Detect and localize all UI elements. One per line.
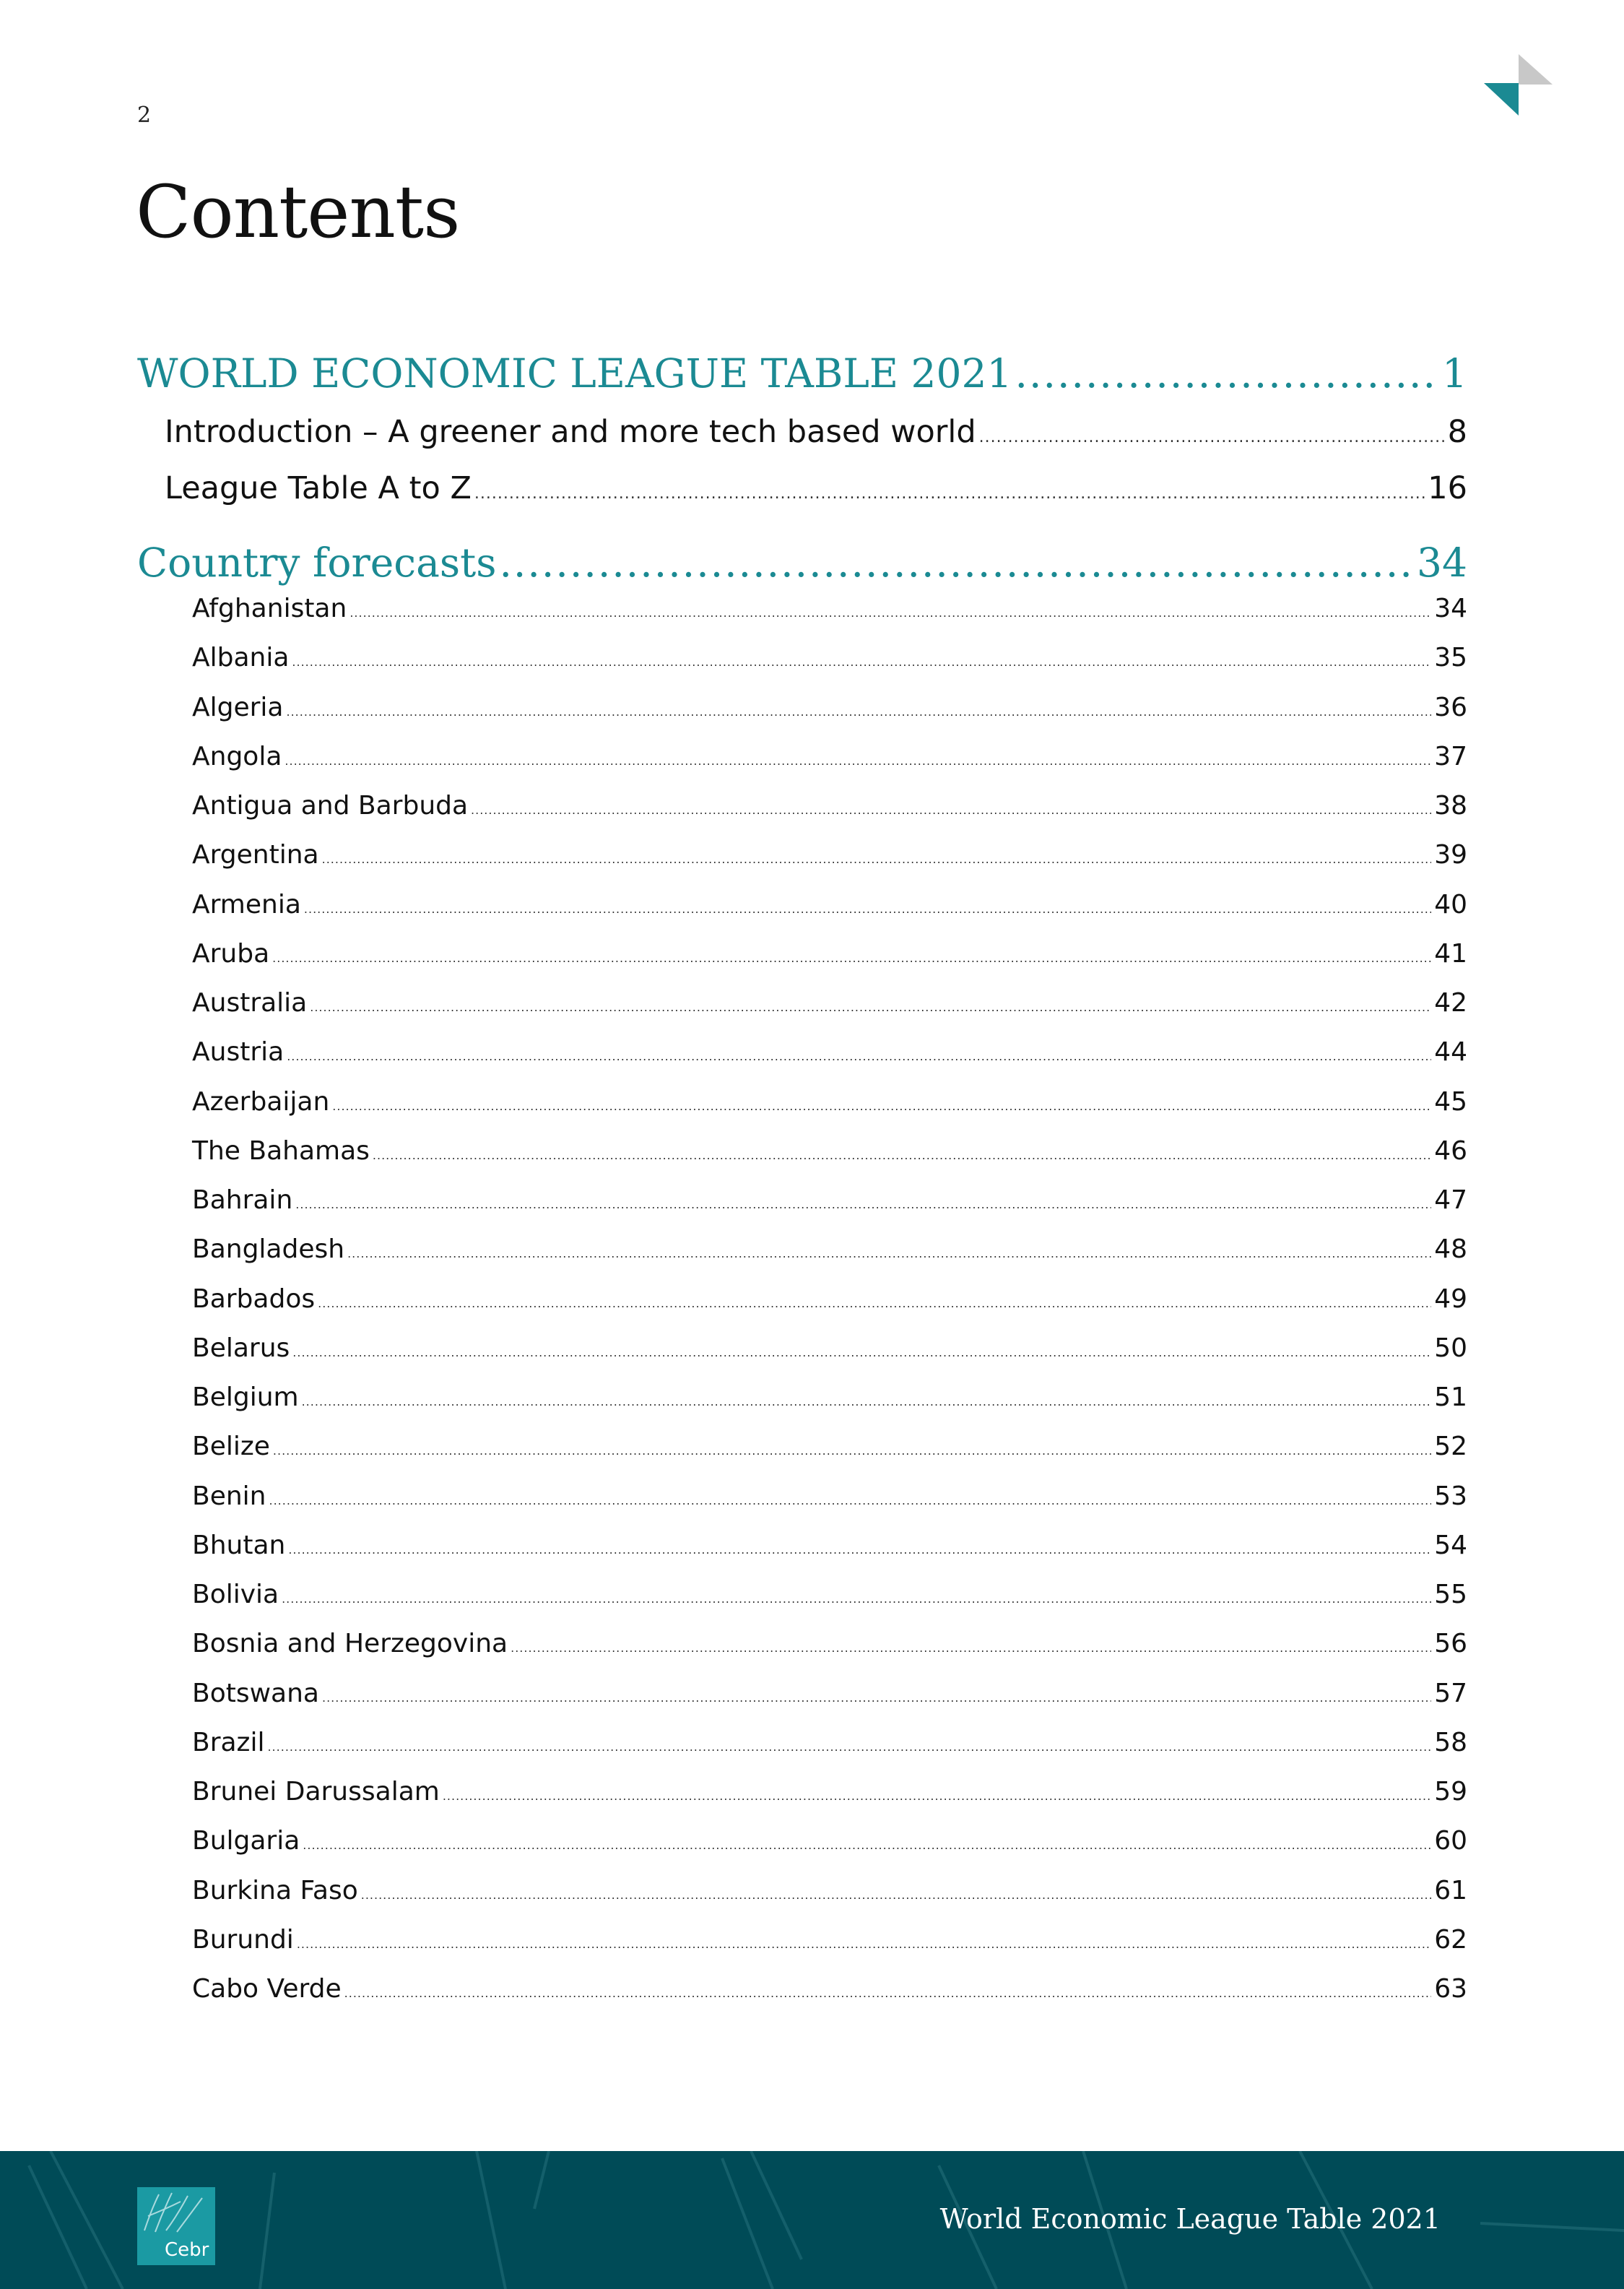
toc-entry-label: Introduction – A greener and more tech based world [165,414,976,450]
toc-entry-page: 42 [1434,988,1467,1018]
toc-entry-label: Brazil [192,1727,265,1757]
toc-entry-label: Country forecasts [137,540,497,586]
toc-entry[interactable] [192,594,1467,630]
toc-entry[interactable] [192,1333,1467,1369]
toc-entry-label: Barbados [192,1284,316,1314]
toc-entry-label: Albania [192,643,290,673]
toc-entry-label: Burkina Faso [192,1875,358,1905]
toc-entry-page: 46 [1434,1135,1467,1166]
toc-dot-leader [269,1494,1431,1507]
toc-entry[interactable] [192,1481,1467,1518]
toc-entry-label: Bosnia and Herzegovina [192,1629,508,1659]
toc-entry-label: League Table A to Z [165,470,472,506]
toc-dot-leader [471,803,1431,817]
toc-entry-label: Antigua and Barbuda [192,791,469,821]
toc-entry-page: 54 [1434,1530,1467,1560]
toc-entry-page: 41 [1434,938,1467,969]
toc-entry-page: 48 [1434,1234,1467,1265]
toc-entry[interactable] [137,540,1467,592]
toc-entry-page: 50 [1434,1333,1467,1363]
toc-dot-leader [285,754,1431,768]
toc-entry[interactable] [192,1087,1467,1123]
toc-dot-leader [443,1789,1431,1803]
toc-entry-label: Bulgaria [192,1826,300,1856]
toc-dot-leader [322,1691,1431,1705]
toc-entry-page: 53 [1434,1481,1467,1511]
toc-dot-leader [332,1099,1431,1113]
toc-entry-label: Aruba [192,938,270,969]
toc-dot-leader [292,655,1431,669]
footer [0,2151,1624,2289]
toc-entry-label: Belgium [192,1383,299,1412]
toc-dot-leader [267,1740,1431,1754]
toc-dot-leader [287,705,1432,719]
toc-entry-page: 63 [1434,1974,1467,2004]
footer-title: World Economic League Table 2021 [939,2203,1441,2235]
toc-entry-label: Benin [192,1481,266,1511]
toc-entry-label: Argentina [192,840,319,870]
toc-dot-leader [292,1346,1431,1359]
folded-corner-logo-icon [1484,54,1553,116]
toc-entry[interactable] [192,1777,1467,1813]
toc-entry-page: 55 [1434,1580,1467,1609]
toc-dot-leader [1015,350,1439,397]
toc-entry[interactable] [192,1876,1467,1912]
page-title: Contents [136,170,460,254]
toc-entry[interactable] [192,1037,1467,1073]
toc-dot-leader [499,540,1414,586]
toc-entry[interactable] [192,988,1467,1024]
toc-entry-page: 59 [1434,1777,1467,1806]
toc-entry-label: Botswana [192,1678,319,1708]
toc-entry[interactable] [165,470,1467,514]
toc-entry-label: Bahrain [192,1185,293,1215]
toc-dot-leader [304,902,1431,916]
toc-dot-leader [373,1148,1431,1162]
toc-entry-page: 60 [1434,1826,1467,1856]
toc-dot-leader [295,1198,1431,1211]
toc-dot-leader [322,852,1432,866]
toc-dot-leader [474,485,1425,503]
toc-entry-label: The Bahamas [192,1135,370,1166]
toc-dot-leader [302,1395,1432,1409]
toc-entry[interactable] [137,350,1467,402]
toc-entry[interactable] [192,1728,1467,1764]
toc-entry-label: Brunei Darussalam [192,1777,440,1806]
toc-entry[interactable] [165,414,1467,457]
toc-entry-page: 44 [1434,1037,1467,1068]
toc-entry-page: 39 [1434,840,1467,870]
toc-entry[interactable] [192,1925,1467,1961]
toc-entry-page: 36 [1434,692,1467,722]
toc-entry-page: 40 [1434,889,1467,920]
toc-entry-page: 45 [1434,1086,1467,1117]
toc-dot-leader [344,1986,1432,2000]
toc-entry-page: 57 [1434,1678,1467,1708]
toc-entry[interactable] [192,1531,1467,1567]
toc-entry[interactable] [192,1826,1467,1862]
toc-entry[interactable] [192,1432,1467,1468]
toc-entry-page: 37 [1434,741,1467,771]
toc-dot-leader [303,1838,1431,1852]
toc-entry-page: 16 [1428,470,1467,506]
toc-entry-label: Algeria [192,692,284,722]
toc-dot-leader [288,1543,1431,1557]
toc-entry-label: Belize [192,1432,270,1462]
toc-entry-label: Angola [192,741,282,771]
footer-logo-text: Cebr [165,2239,209,2261]
toc-entry[interactable] [192,1185,1467,1221]
toc-entry-page: 62 [1434,1924,1467,1955]
toc-entry-label: Bhutan [192,1530,286,1560]
toc-entry-page: 52 [1434,1432,1467,1462]
toc-entry-label: Bolivia [192,1580,279,1609]
page-number: 2 [137,103,152,128]
cebr-logo-icon [137,2187,215,2265]
toc-entry-page: 49 [1434,1284,1467,1314]
toc-entry[interactable] [192,1974,1467,2010]
toc-entry-page: 47 [1434,1185,1467,1215]
toc-entry-label: Afghanistan [192,594,347,623]
toc-entry-label: Armenia [192,889,301,920]
toc-entry-label: Cabo Verde [192,1974,342,2004]
toc-entry-page: 1 [1442,350,1467,397]
toc-entry-page: 35 [1434,643,1467,673]
toc-entry[interactable] [192,643,1467,679]
toc-dot-leader [282,1592,1431,1606]
toc-entry-page: 38 [1434,791,1467,821]
toc-dot-leader [347,1247,1431,1260]
toc-entry[interactable] [192,1136,1467,1172]
toc-entry[interactable] [192,939,1467,975]
toc-entry-page: 34 [1434,594,1467,623]
toc-entry-page: 34 [1417,540,1467,586]
toc-entry[interactable] [192,1284,1467,1320]
toc-entry[interactable] [192,693,1467,729]
toc-entry-page: 51 [1434,1383,1467,1412]
toc-dot-leader [349,606,1431,620]
toc-entry[interactable] [192,890,1467,926]
toc-entry[interactable] [192,840,1467,876]
toc-entry[interactable] [192,791,1467,827]
toc-entry[interactable] [192,1234,1467,1271]
toc-entry[interactable] [192,1383,1467,1419]
toc-dot-leader [318,1297,1431,1310]
toc-entry-page: 8 [1447,414,1467,450]
toc-dot-leader [310,1000,1431,1014]
toc-dot-leader [297,1937,1431,1951]
toc-entry[interactable] [192,1629,1467,1665]
toc-entry-label: Burundi [192,1924,294,1955]
toc-entry-page: 56 [1434,1629,1467,1659]
toc-dot-leader [511,1641,1431,1655]
toc-entry-page: 61 [1434,1875,1467,1905]
toc-entry[interactable] [192,742,1467,778]
toc-entry[interactable] [192,1580,1467,1616]
toc-entry-page: 58 [1434,1727,1467,1757]
toc-entry[interactable] [192,1679,1467,1715]
toc-entry-label: Austria [192,1037,285,1068]
toc-entry-label: Azerbaijan [192,1086,330,1117]
toc-dot-leader [979,428,1445,446]
toc-dot-leader [273,1444,1431,1458]
toc-entry-label: Belarus [192,1333,290,1363]
toc-dot-leader [272,951,1431,965]
toc-dot-leader [361,1888,1431,1902]
toc-entry-label: Bangladesh [192,1234,345,1265]
toc-entry-label: WORLD ECONOMIC LEAGUE TABLE 2021 [137,350,1012,397]
toc-entry-label: Australia [192,988,308,1018]
toc-dot-leader [287,1050,1431,1063]
